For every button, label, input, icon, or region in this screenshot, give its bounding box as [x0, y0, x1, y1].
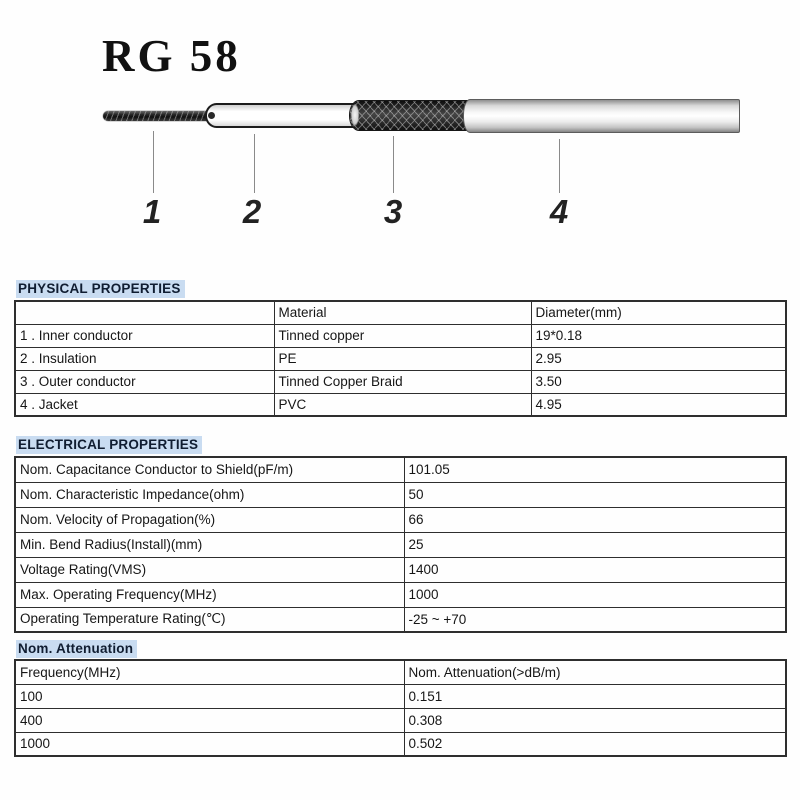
- property-cell: Max. Operating Frequency(MHz): [15, 582, 404, 607]
- insulation-graphic: [205, 103, 355, 128]
- column-header: [15, 301, 274, 324]
- column-header: Material: [274, 301, 531, 324]
- page-title: RG 58: [102, 31, 241, 81]
- property-cell: Min. Bend Radius(Install)(mm): [15, 532, 404, 557]
- diameter-cell: 19*0.18: [531, 324, 786, 347]
- callout-label-2: 2: [242, 193, 262, 230]
- electrical-properties-heading: ELECTRICAL PROPERTIES: [16, 436, 202, 454]
- material-cell: PVC: [274, 393, 531, 416]
- table-row: [15, 507, 786, 532]
- attenuation-cell: 0.151: [404, 684, 786, 708]
- leader-line-1: [153, 131, 154, 193]
- frequency-cell: 100: [15, 684, 404, 708]
- callout-label-4: 4: [549, 193, 569, 230]
- property-cell: Nom. Characteristic Impedance(ohm): [15, 482, 404, 507]
- material-cell: PE: [274, 347, 531, 370]
- physical-properties-table: [14, 300, 787, 417]
- value-cell: 25: [404, 532, 786, 557]
- diameter-cell: 2.95: [531, 347, 786, 370]
- value-cell: 66: [404, 507, 786, 532]
- table-row: [15, 324, 786, 347]
- value-cell: 1400: [404, 557, 786, 582]
- table-row: [15, 557, 786, 582]
- table-row: [15, 482, 786, 507]
- braid-cap-highlight: [351, 104, 359, 126]
- table-row: [15, 708, 786, 732]
- diameter-cell: 3.50: [531, 370, 786, 393]
- cable-diagram: [0, 0, 800, 250]
- value-cell: 1000: [404, 582, 786, 607]
- attenuation-cell: 0.502: [404, 732, 786, 756]
- part-name-cell: 4 . Jacket: [15, 393, 274, 416]
- value-cell: 101.05: [404, 457, 786, 482]
- callout-label-3: 3: [383, 193, 403, 230]
- frequency-cell: 400: [15, 708, 404, 732]
- table-header-row: [15, 660, 786, 684]
- conductor-tip-graphic: [208, 112, 215, 119]
- part-name-cell: 3 . Outer conductor: [15, 370, 274, 393]
- table-row: [15, 347, 786, 370]
- diameter-cell: 4.95: [531, 393, 786, 416]
- property-cell: Voltage Rating(VMS): [15, 557, 404, 582]
- table-row: [15, 532, 786, 557]
- value-cell: 50: [404, 482, 786, 507]
- jacket-graphic: [463, 99, 740, 133]
- physical-properties-heading: PHYSICAL PROPERTIES: [16, 280, 185, 298]
- property-cell: Operating Temperature Rating(℃): [15, 607, 404, 632]
- material-cell: Tinned copper: [274, 324, 531, 347]
- property-cell: Nom. Capacitance Conductor to Shield(pF/m): [15, 457, 404, 482]
- nom-attenuation-table: [14, 659, 787, 757]
- frequency-cell: 1000: [15, 732, 404, 756]
- column-header: Diameter(mm): [531, 301, 786, 324]
- table-row: [15, 393, 786, 416]
- inner-conductor-graphic: [103, 111, 215, 121]
- electrical-properties-table: [14, 456, 787, 633]
- table-row: [15, 607, 786, 632]
- material-cell: Tinned Copper Braid: [274, 370, 531, 393]
- table-row: [15, 684, 786, 708]
- leader-line-4: [559, 139, 560, 193]
- table-row: [15, 370, 786, 393]
- column-header: Frequency(MHz): [15, 660, 404, 684]
- callout-label-1: 1: [142, 193, 162, 230]
- part-name-cell: 1 . Inner conductor: [15, 324, 274, 347]
- property-cell: Nom. Velocity of Propagation(%): [15, 507, 404, 532]
- column-header: Nom. Attenuation(>dB/m): [404, 660, 786, 684]
- table-header-row: [15, 301, 786, 324]
- value-cell: -25 ~ +70: [404, 607, 786, 632]
- nom-attenuation-heading: Nom. Attenuation: [16, 640, 137, 658]
- attenuation-cell: 0.308: [404, 708, 786, 732]
- outer-conductor-braid-graphic: [350, 101, 471, 130]
- table-row: [15, 732, 786, 756]
- table-row: [15, 582, 786, 607]
- leader-line-2: [254, 134, 255, 193]
- part-name-cell: 2 . Insulation: [15, 347, 274, 370]
- leader-line-3: [393, 136, 394, 193]
- table-row: [15, 457, 786, 482]
